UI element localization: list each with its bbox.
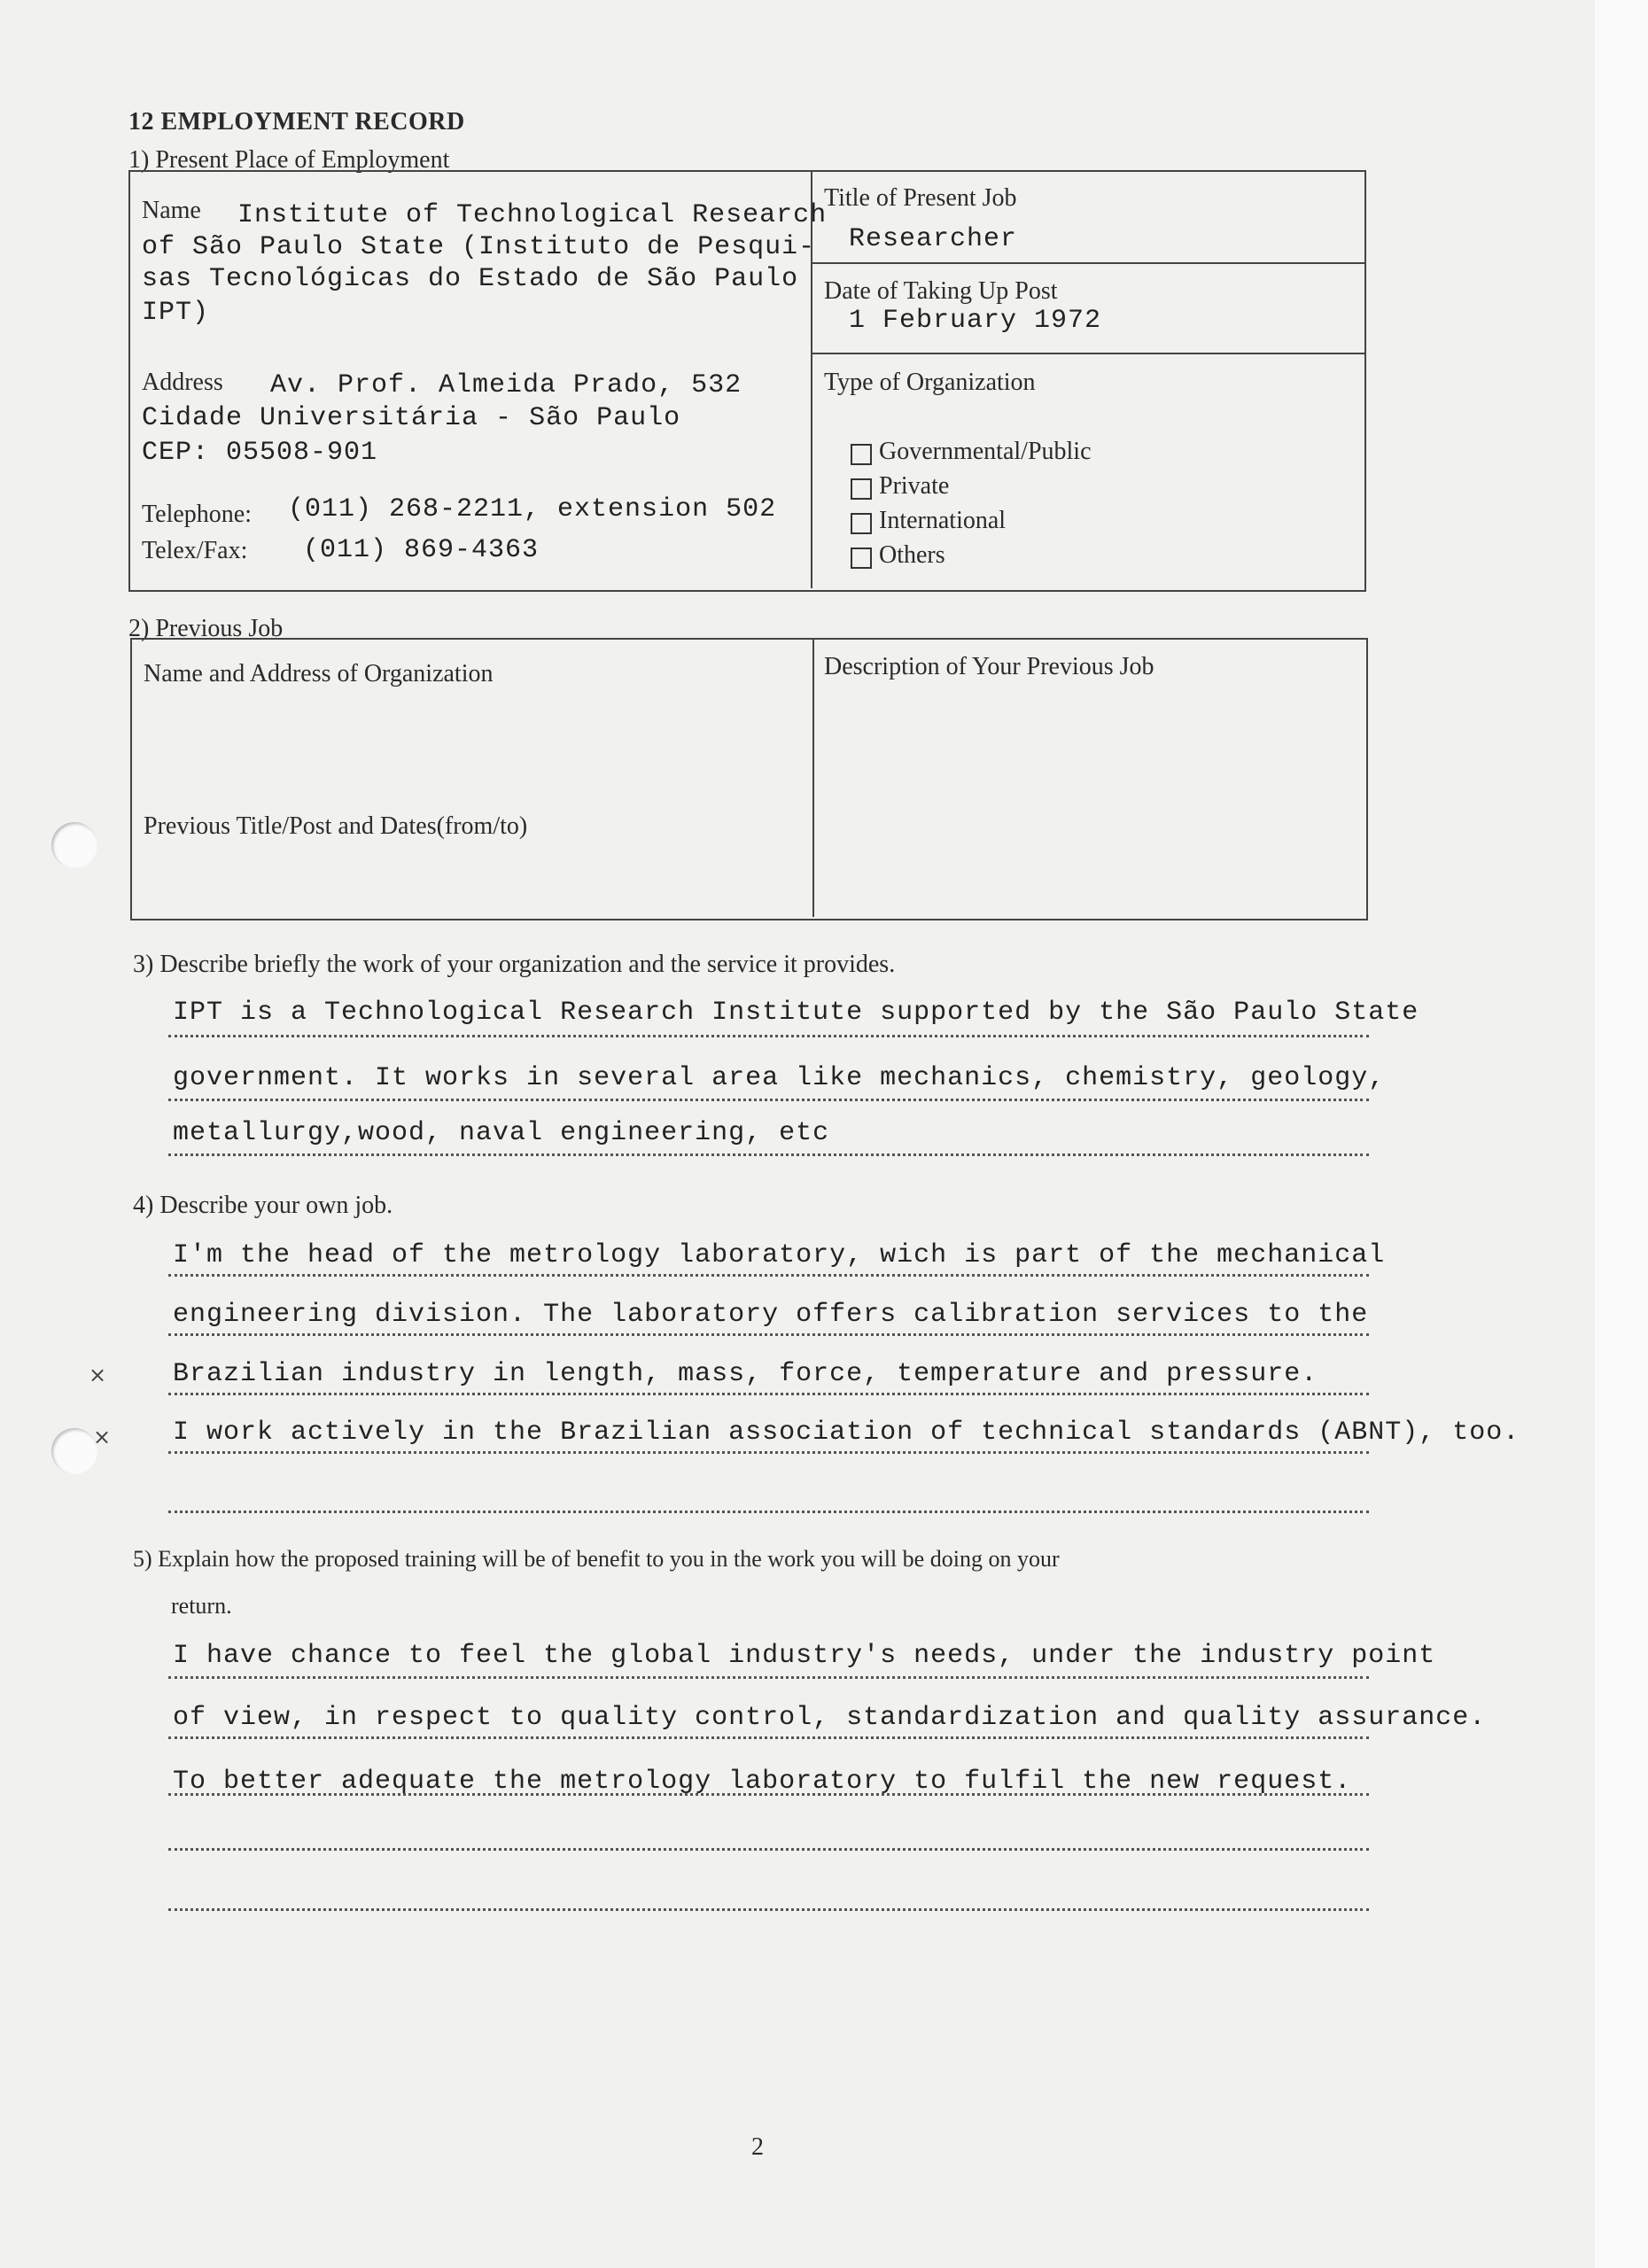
answer-line: I work actively in the Brazilian association of technical standards (ABNT), too. (173, 1418, 1520, 1448)
answer-rule (168, 1099, 1369, 1101)
answer-rule (168, 1333, 1369, 1336)
organization-name-line: of São Paulo State (Instituto de Pesqui- (142, 232, 816, 262)
answer-rule (168, 1908, 1369, 1911)
question-5-continued: return. (171, 1593, 232, 1619)
address-line: CEP: 05508-901 (142, 438, 378, 468)
question-5: 5) Explain how the proposed training will be of benefit to you in the work you will be doing on your (133, 1546, 1060, 1572)
answer-rule (168, 1848, 1369, 1851)
page-number: 2 (751, 2133, 764, 2161)
answer-line: government. It works in several area like mechanics, chemistry, geology, (173, 1063, 1386, 1093)
page-edge (1595, 0, 1648, 2268)
question-3: 3) Describe briefly the work of your organization and the service it provides. (133, 951, 896, 978)
organization-name-line: sas Tecnológicas do Estado de São Paulo (142, 264, 799, 294)
punch-hole (51, 1428, 97, 1474)
answer-rule (168, 1793, 1369, 1796)
punch-hole (51, 822, 97, 868)
answer-rule (168, 1676, 1369, 1679)
question-4: 4) Describe your own job. (133, 1192, 393, 1219)
governmental-option: Governmental/Public (879, 438, 1092, 465)
private-checkbox[interactable] (851, 478, 872, 500)
pencil-mark: × (93, 1425, 112, 1449)
name-label: Name (142, 197, 201, 224)
telex-value: (011) 869-4363 (303, 535, 540, 565)
others-option: Others (879, 541, 945, 569)
answer-line: Brazilian industry in length, mass, force, temperature and pressure. (173, 1359, 1318, 1389)
answer-rule (168, 1153, 1369, 1156)
answer-line: engineering division. The laboratory offers calibration services to the (173, 1300, 1369, 1330)
others-checkbox[interactable] (851, 548, 872, 569)
section-title: 12 EMPLOYMENT RECORD (128, 108, 465, 136)
table-divider (812, 638, 814, 917)
address-label: Address (142, 369, 223, 396)
answer-line: To better adequate the metrology laboratory to fulfil the new request. (173, 1767, 1352, 1797)
previous-job-heading: 2) Previous Job (128, 615, 284, 642)
answer-rule (168, 1274, 1369, 1277)
answer-line: of view, in respect to quality control, standardization and quality assurance. (173, 1703, 1487, 1733)
answer-rule (168, 1511, 1369, 1513)
governmental-checkbox[interactable] (851, 444, 872, 465)
start-date-value: 1 February 1972 (849, 306, 1102, 336)
present-employment-heading: 1) Present Place of Employment (128, 146, 450, 174)
answer-line: I have chance to feel the global industry's needs, under the industry point (173, 1641, 1436, 1671)
start-date-label: Date of Taking Up Post (824, 277, 1058, 305)
previous-title-dates-label: Previous Title/Post and Dates(from/to) (144, 812, 528, 840)
private-option: Private (879, 472, 950, 500)
answer-line: IPT is a Technological Research Institute supported by the São Paulo State (173, 998, 1419, 1028)
answer-rule (168, 1451, 1369, 1454)
telephone-value: (011) 268-2211, extension 502 (288, 494, 777, 524)
organization-name-line: Institute of Technological Research (237, 200, 828, 230)
table-row-divider (811, 262, 1364, 264)
organization-type-label: Type of Organization (824, 369, 1036, 396)
answer-rule (168, 1035, 1369, 1037)
table-row-divider (811, 353, 1364, 354)
organization-name-line: IPT) (142, 298, 210, 328)
international-option: International (879, 507, 1007, 534)
international-checkbox[interactable] (851, 513, 872, 534)
telex-label: Telex/Fax: (142, 537, 248, 564)
previous-description-label: Description of Your Previous Job (824, 653, 1154, 680)
address-line: Cidade Universitária - São Paulo (142, 403, 681, 433)
pencil-mark: × (89, 1363, 107, 1387)
answer-line: metallurgy,wood, naval engineering, etc (173, 1118, 830, 1148)
previous-organization-label: Name and Address of Organization (144, 660, 494, 687)
telephone-label: Telephone: (142, 501, 252, 528)
answer-line: I'm the head of the metrology laboratory, wich is part of the mechanical (173, 1240, 1386, 1270)
answer-rule (168, 1736, 1369, 1739)
job-title-value: Researcher (849, 224, 1018, 254)
address-line: Av. Prof. Almeida Prado, 532 (270, 370, 742, 400)
answer-rule (168, 1393, 1369, 1395)
job-title-label: Title of Present Job (824, 184, 1017, 212)
